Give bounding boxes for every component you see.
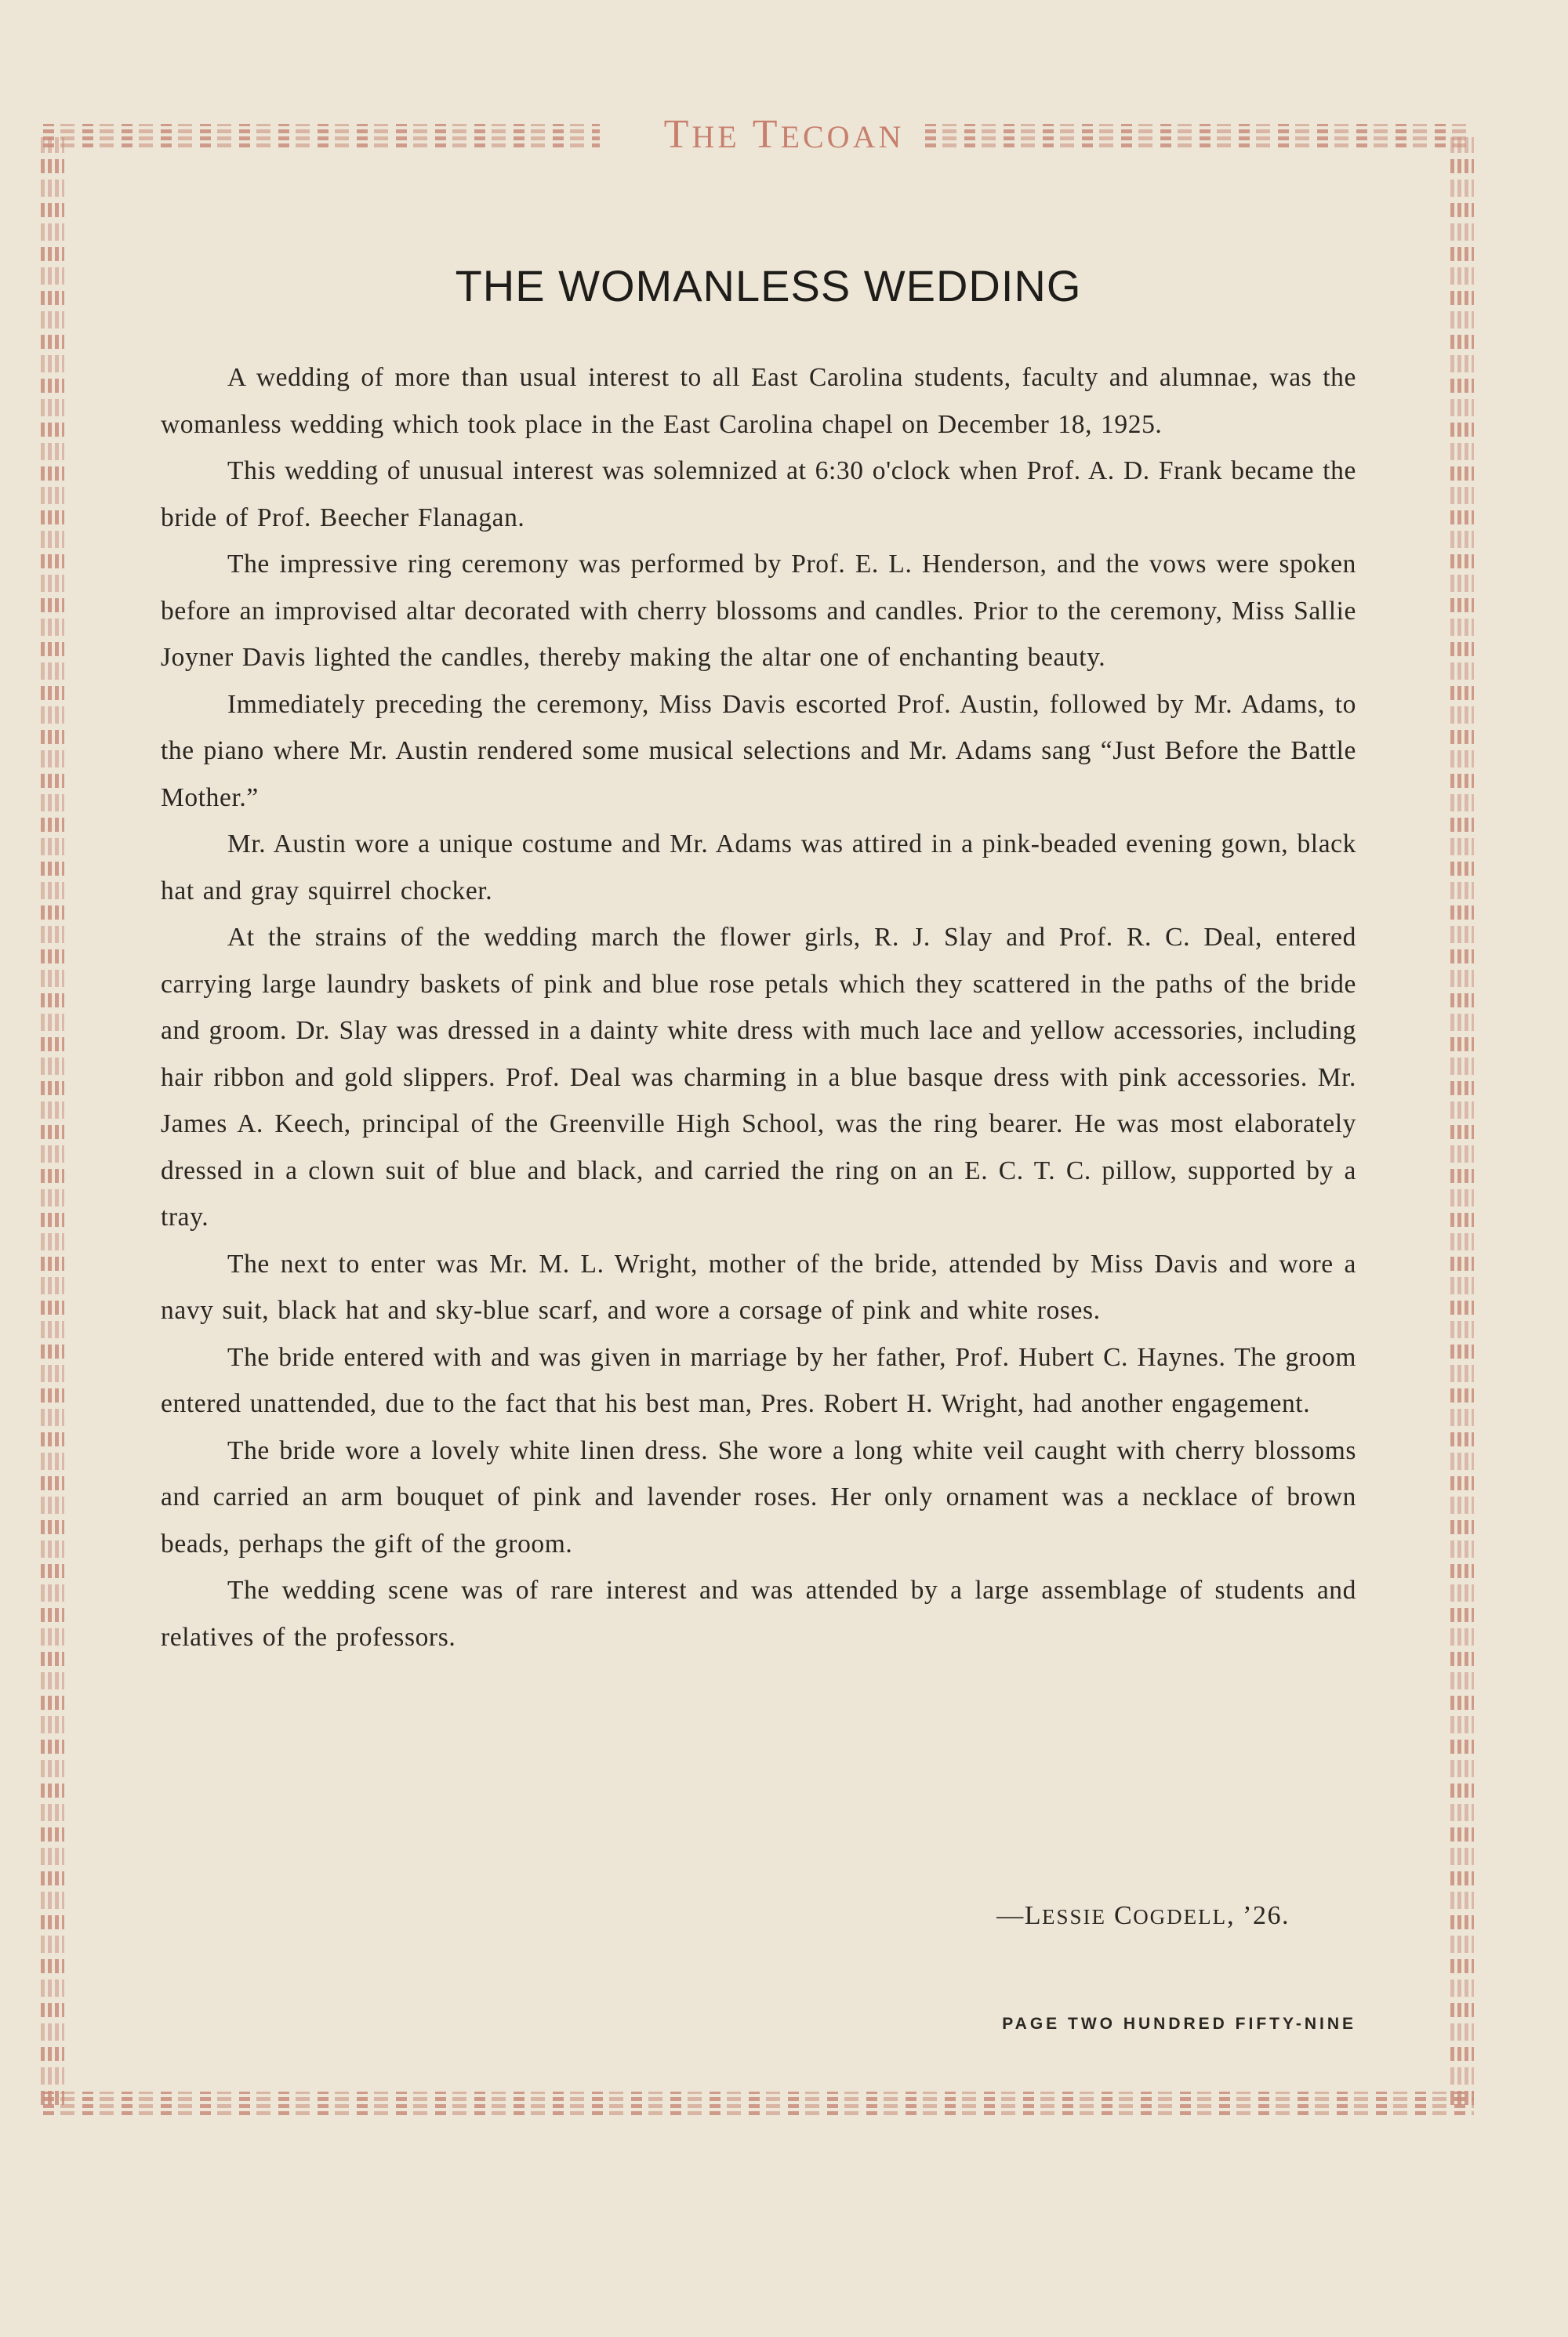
paragraph: The bride wore a lovely white linen dress. She wore a long white veil caught with cherry blossoms and carried an arm bouquet of pink and lavender roses. Her only ornament was a necklace of brown beads, perhaps the gift of the groom.	[161, 1435, 1356, 1559]
paragraph: The impressive ring ceremony was performed by Prof. E. L. Henderson, and the vows were spoken before an improvised altar decorated with cherry blossoms and candles. Prior to the ceremony, Miss Sallie Joyner Davis lighted the candles, thereby making the altar one of enchanting beauty.	[161, 550, 1356, 672]
ornamental-border-bottom	[43, 2092, 1474, 2115]
article-body	[161, 354, 1356, 1660]
paragraph: The wedding scene was of rare interest and was attended by a large assemblage of students and relatives of the professors.	[161, 1576, 1356, 1652]
ornamental-border-left	[41, 137, 64, 2105]
running-head-word-1: THE	[663, 112, 740, 157]
paragraph: Immediately preceding the ceremony, Miss Davis escorted Prof. Austin, followed by Mr. Adams, to the piano where Mr. Austin rendered some musical selections and Mr. Adams sang “Just Before the Battle Mother.”	[161, 689, 1356, 812]
paragraph: The next to enter was Mr. M. L. Wright, mother of the bride, attended by Miss Davis and wore a navy suit, black hat and sky-blue scarf, and wore a corsage of pink and white roses.	[161, 1249, 1356, 1325]
ornamental-border-right	[1450, 137, 1474, 2105]
author-signature: —LESSIE COGDELL, ’26.	[996, 1901, 1290, 1930]
paragraph: At the strains of the wedding march the flower girls, R. J. Slay and Prof. R. C. Deal, entered carrying large laundry baskets of pink and blue rose petals which they scattered in the paths of the bride and groom. Dr. Slay was dressed in a dainty white dress with much lace and yellow accessories, including hair ribbon and gold slippers. Prof. Deal was charming in a blue basque dress with pink accessories. Mr. James A. Keech, principal of the Greenville High School, was the ring bearer. He was most elaborately dressed in a clown suit of blue and black, and carried the ring on an E. C. T. C. pillow, supported by a tray.	[161, 923, 1356, 1232]
paragraph: This wedding of unusual interest was solemnized at 6:30 o'clock when Prof. A. D. Frank became the bride of Prof. Beecher Flanagan.	[161, 456, 1356, 532]
page-number: PAGE TWO HUNDRED FIFTY-NINE	[1002, 2015, 1356, 2033]
paragraph: Mr. Austin wore a unique costume and Mr. Adams was attired in a pink-beaded evening gown, black hat and gray squirrel chocker.	[161, 829, 1356, 905]
paragraph: The bride entered with and was given in marriage by her father, Prof. Hubert C. Haynes. The groom entered unattended, due to the fact that his best man, Pres. Robert H. Wright, had another engagement.	[161, 1342, 1356, 1418]
paragraph: A wedding of more than usual interest to all East Carolina students, faculty and alumnae, was the womanless wedding which took place in the East Carolina chapel on December 18, 1925.	[161, 363, 1356, 439]
running-head	[0, 111, 1568, 158]
running-head-word-2: TECOAN	[752, 112, 905, 157]
article-title: THE WOMANLESS WEDDING	[455, 261, 1082, 310]
